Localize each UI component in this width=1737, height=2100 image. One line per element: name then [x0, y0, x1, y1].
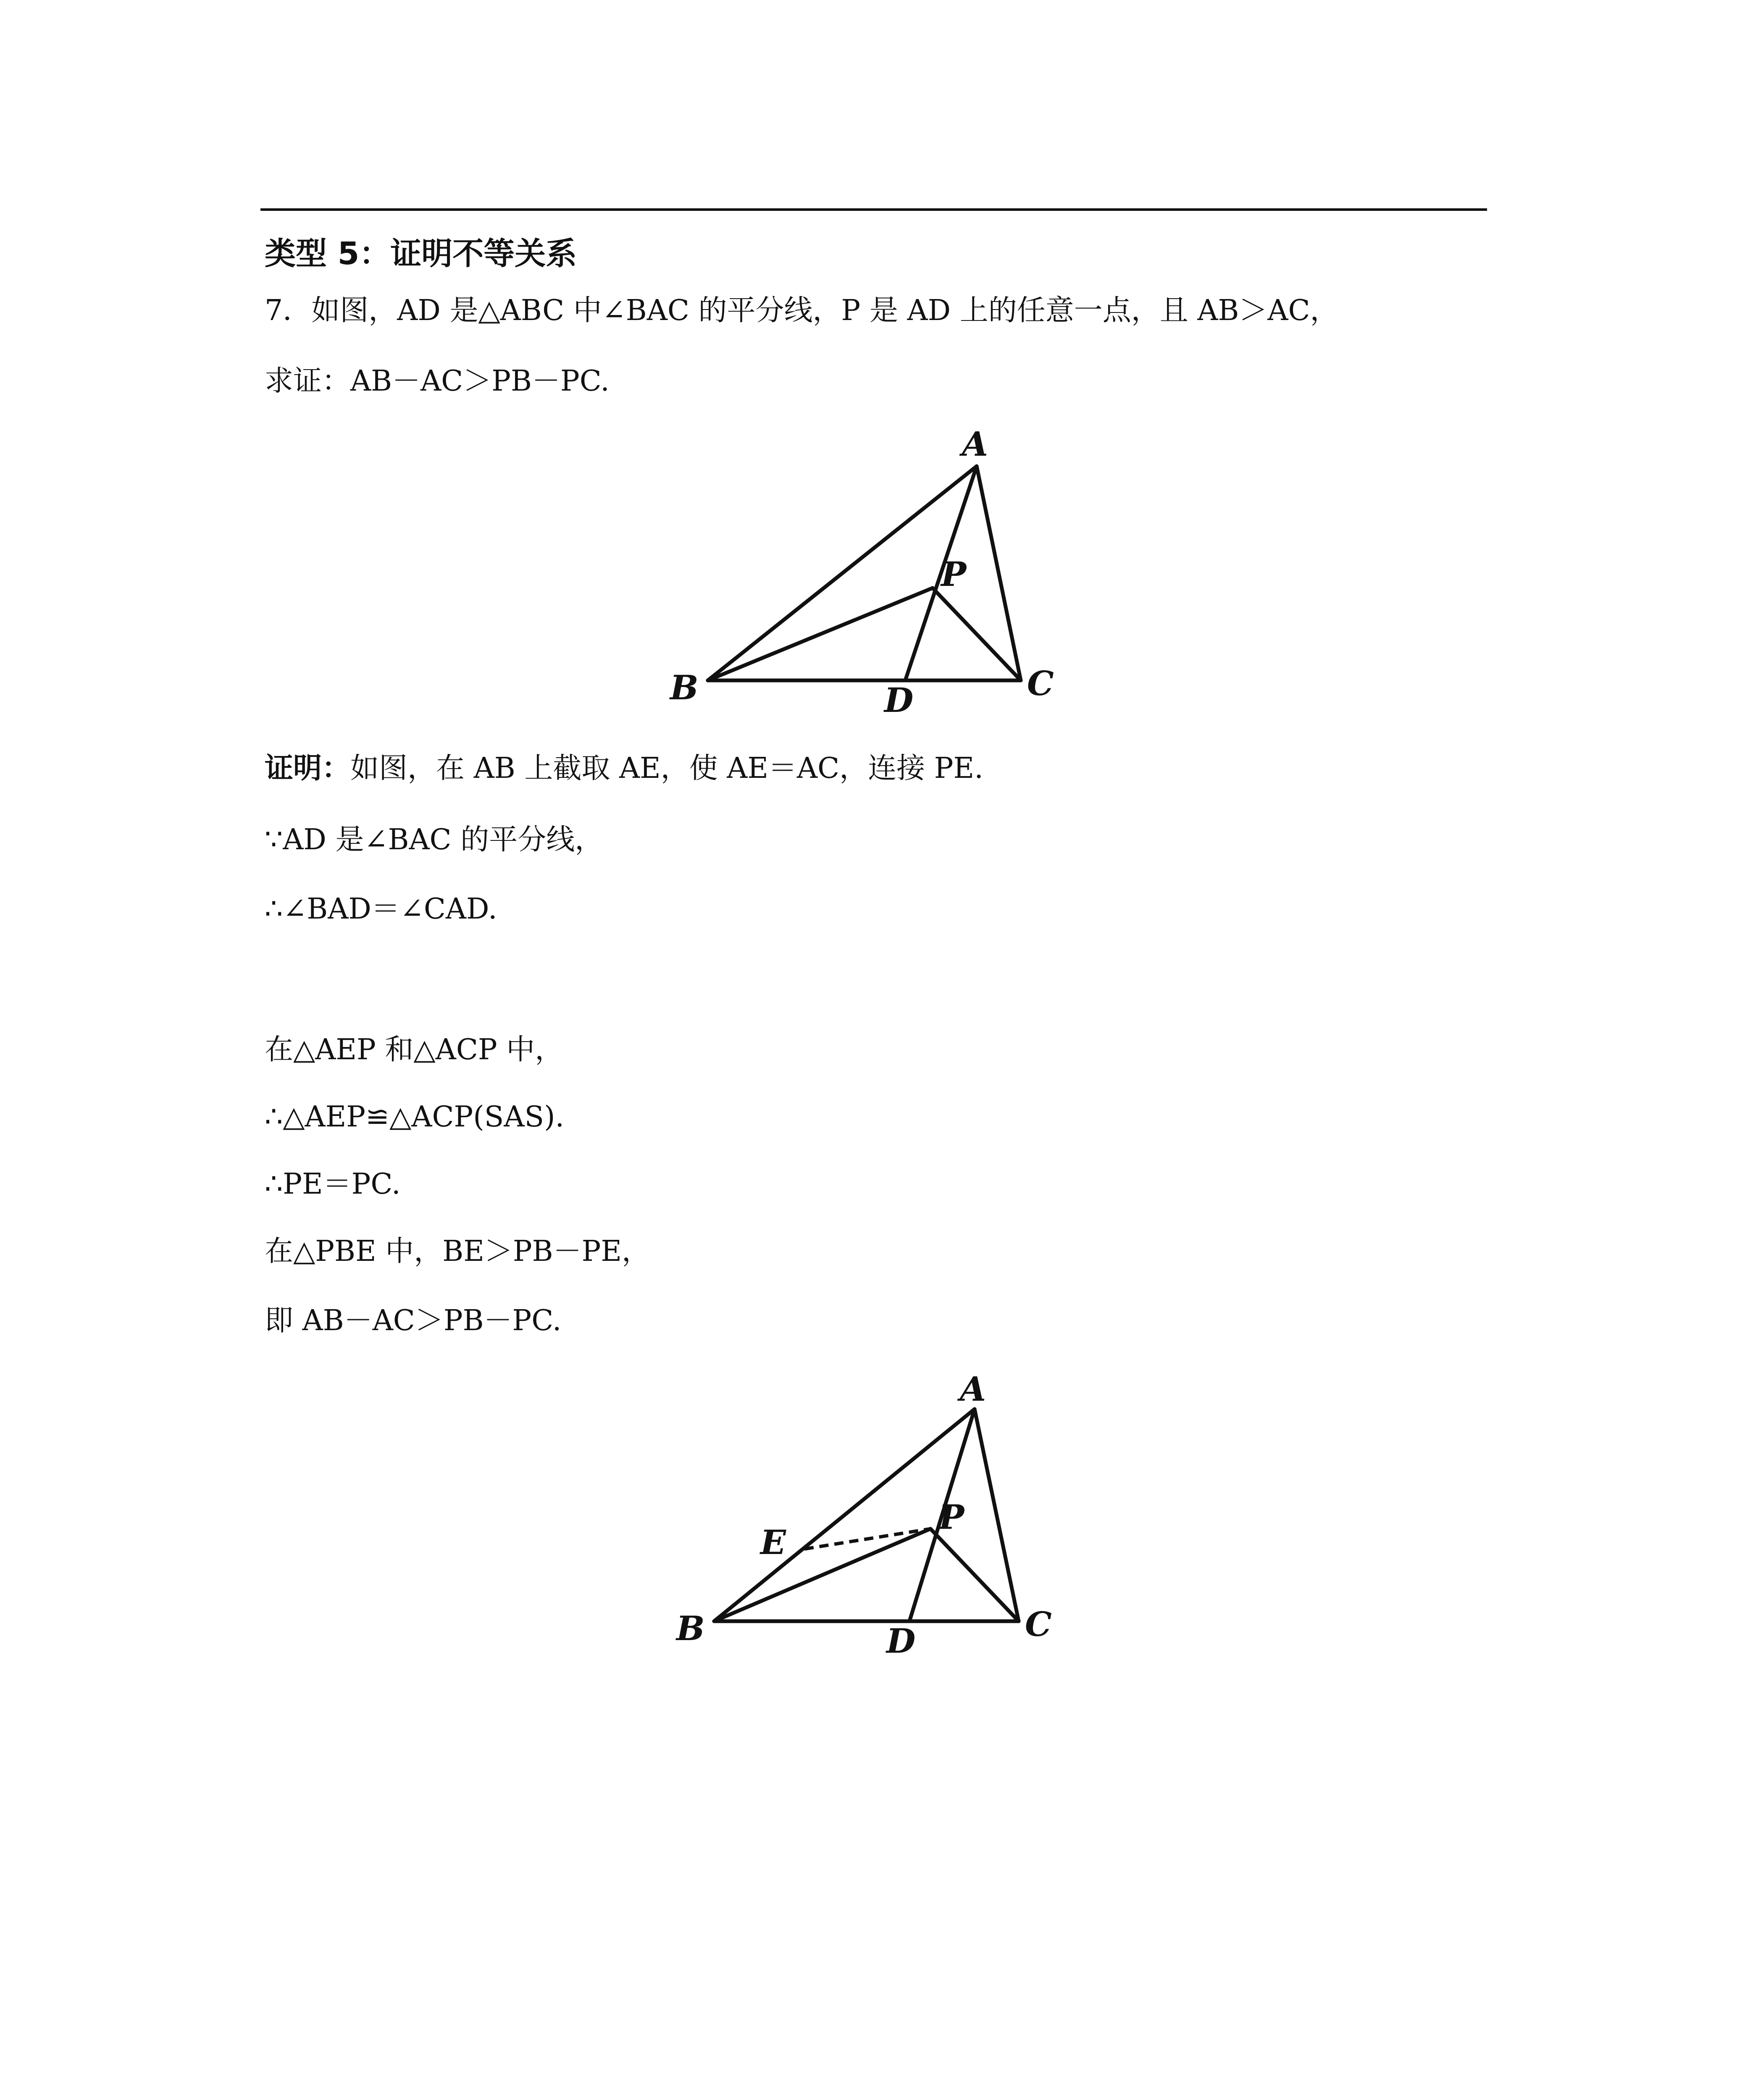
proof-line7: 在△PBE 中，BE＞PB－PE，: [265, 1235, 651, 1268]
segment-ab: [708, 466, 977, 680]
figure-triangle-abc: [655, 420, 1075, 722]
label-a: A: [962, 424, 988, 464]
proof-line8: 即 AB－AC＞PB－PC.: [265, 1304, 562, 1337]
proof-label: 证明：: [265, 752, 351, 785]
label-p: P: [939, 1497, 964, 1537]
label-d: D: [886, 1621, 916, 1661]
proof-line4: 在△AEP 和△ACP 中，: [265, 1033, 564, 1066]
proof-line6: ∴PE＝PC.: [265, 1168, 401, 1201]
segment-ac: [977, 466, 1021, 680]
segment-bp: [714, 1529, 930, 1621]
proof-line3: ∴∠BAD＝∠CAD.: [265, 892, 497, 926]
problem-statement-line2: 求证：AB－AC＞PB－PC.: [265, 365, 610, 398]
label-a: A: [960, 1369, 986, 1409]
section-heading: 类型 5：证明不等关系: [265, 236, 577, 272]
segment-pc: [933, 588, 1021, 680]
label-b: B: [670, 668, 699, 707]
label-c: C: [1027, 664, 1054, 703]
top-rule: [260, 208, 1487, 211]
proof-line1: [265, 752, 983, 785]
segment-pc: [930, 1529, 1019, 1621]
proof-line5: ∴△AEP≌△ACP(SAS).: [265, 1100, 565, 1134]
label-p: P: [941, 554, 967, 594]
label-b: B: [676, 1609, 705, 1648]
proof-line1-text: 如图，在 AB 上截取 AE，使 AE＝AC，连接 PE.: [350, 752, 983, 785]
segment-ac: [975, 1409, 1019, 1621]
problem-statement-line1: 7．如图，AD 是△ABC 中∠BAC 的平分线，P 是 AD 上的任意一点，且 AB＞AC，: [265, 294, 1339, 327]
segment-bp: [708, 588, 933, 680]
proof-line2: ∵AD 是∠BAC 的平分线，: [265, 823, 604, 856]
segment-ab: [714, 1409, 975, 1621]
label-d: D: [884, 680, 914, 720]
label-e: E: [760, 1522, 786, 1562]
figure-triangle-abc-with-e: [655, 1361, 1075, 1663]
label-c: C: [1025, 1604, 1052, 1644]
